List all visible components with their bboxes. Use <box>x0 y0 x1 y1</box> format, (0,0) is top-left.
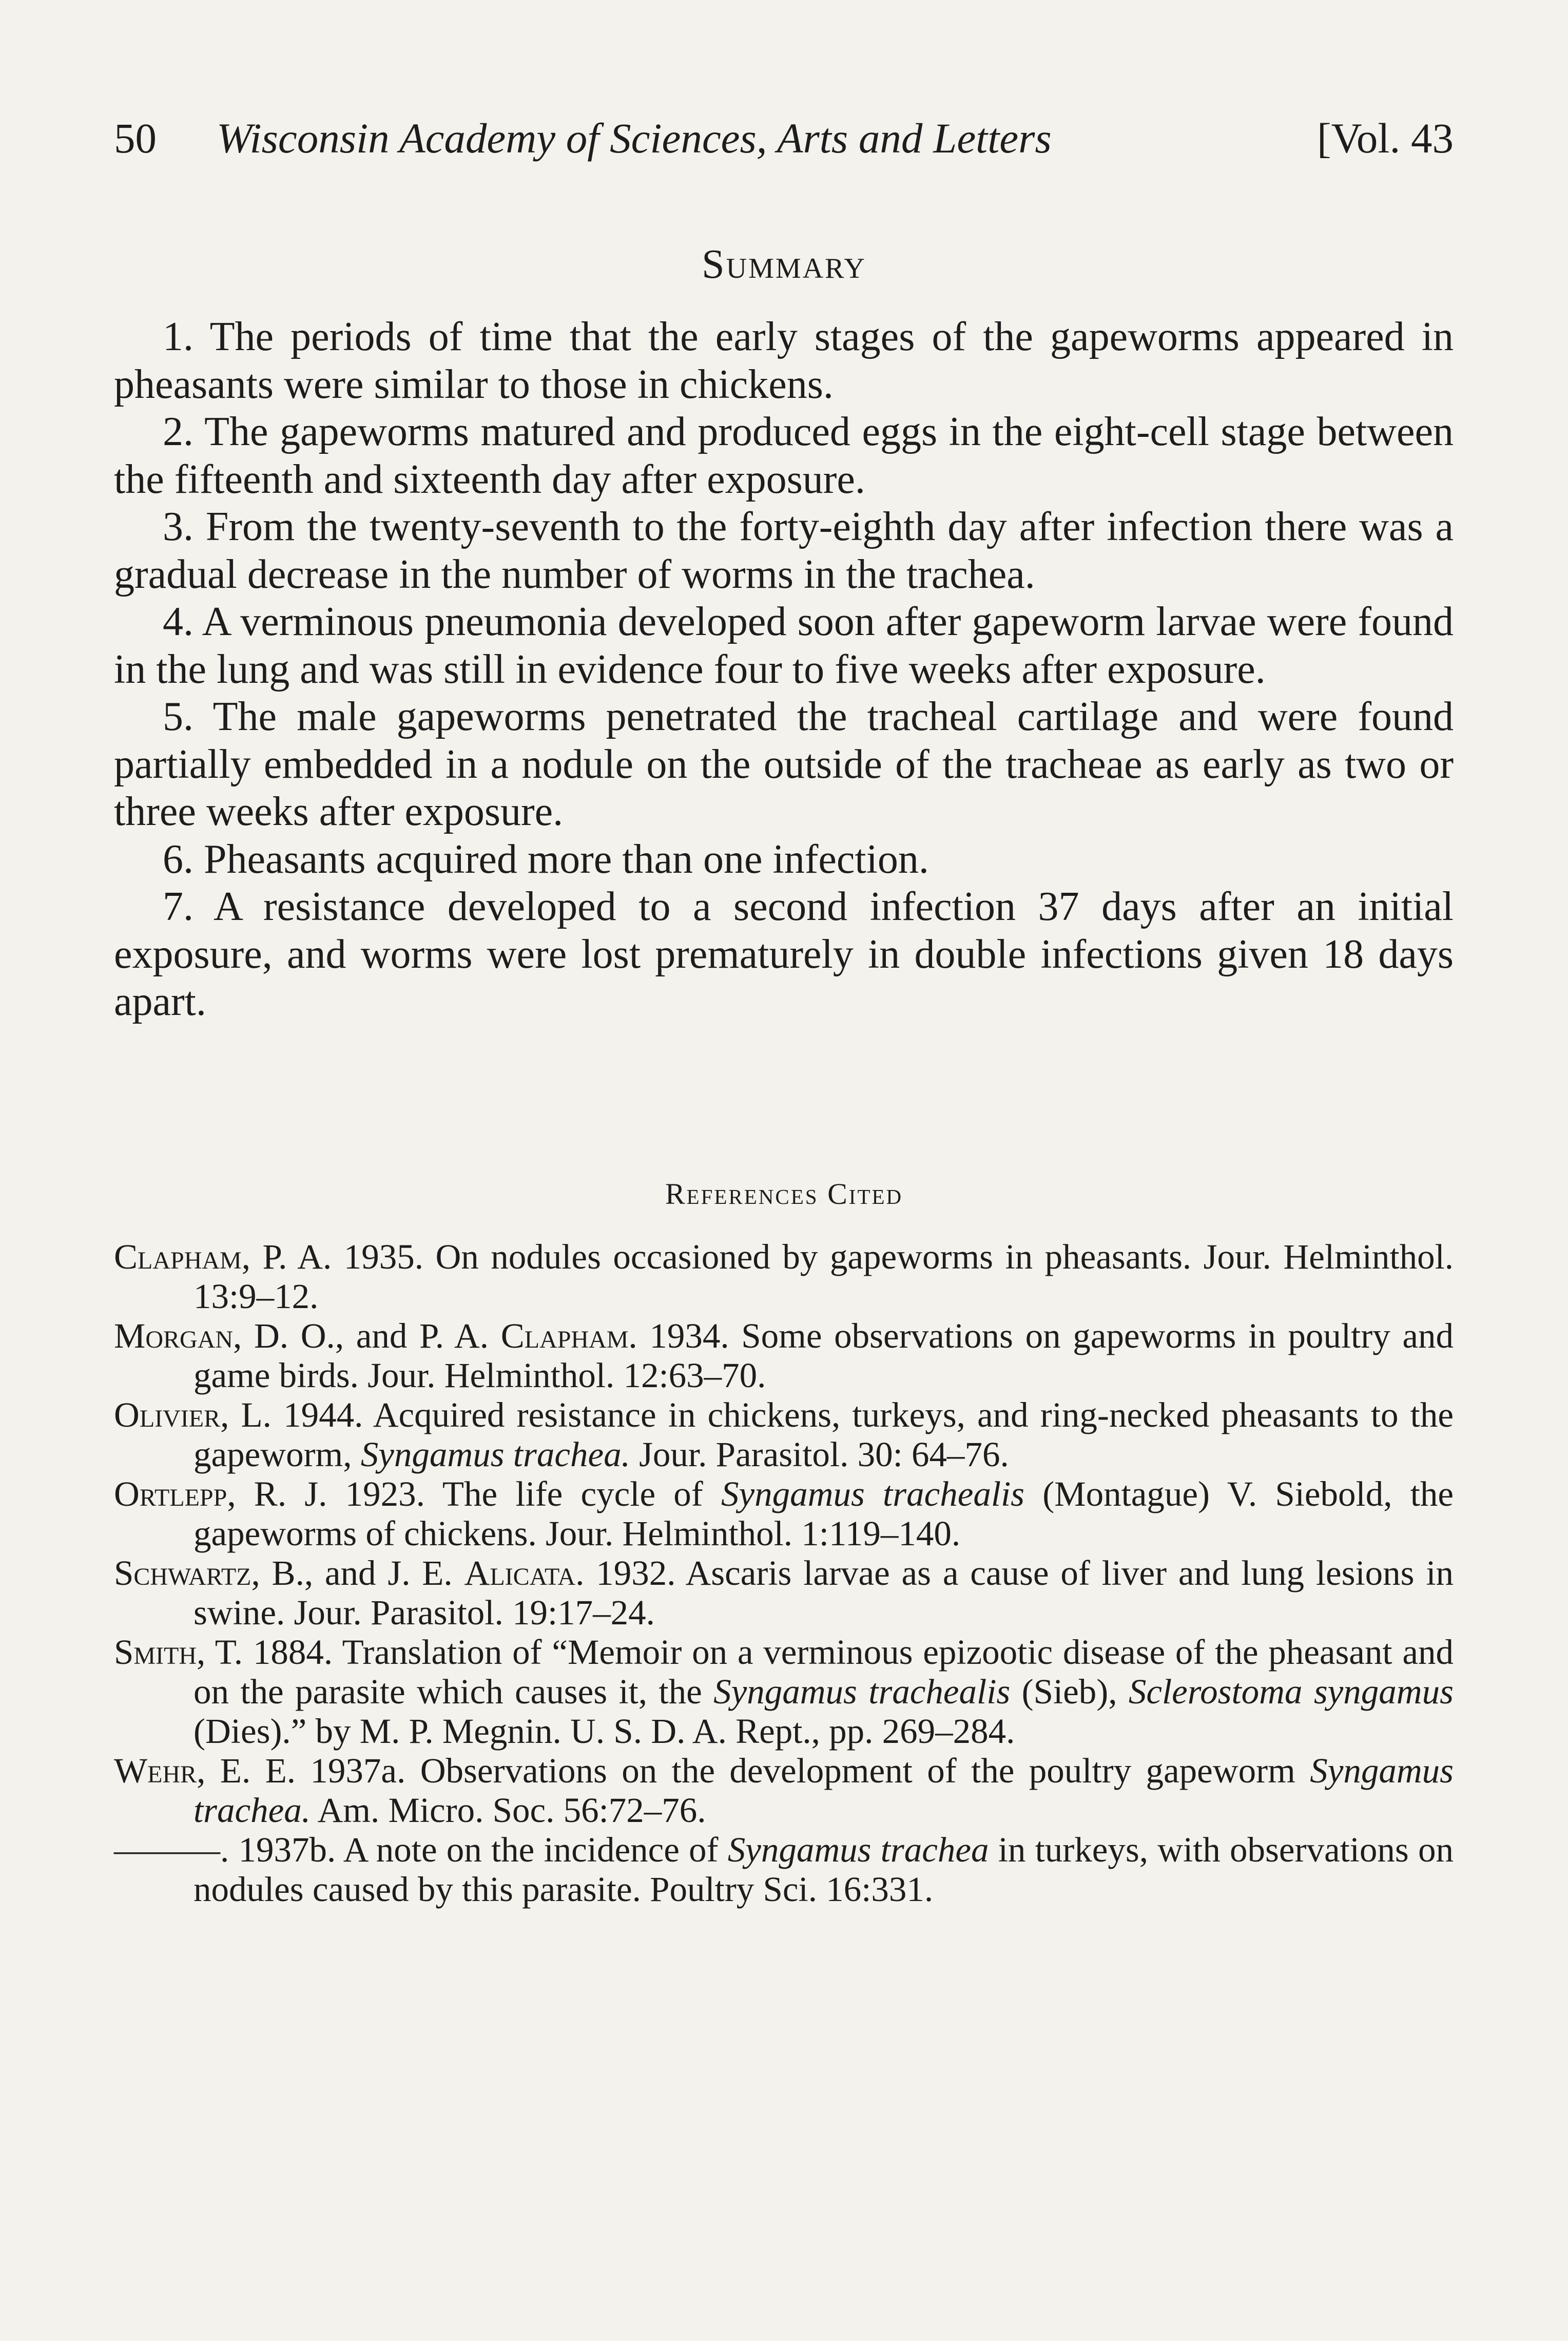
reference-text: 1934. Some observations on gapeworms in poultry and game birds. Jour. Helminthol. 12:63–70. <box>193 1316 1454 1395</box>
reference-text: (Sieb), <box>1010 1672 1129 1711</box>
reference-author: Clapham, P. A. <box>114 1237 332 1276</box>
reference-author: Schwartz, B. <box>114 1553 304 1592</box>
reference-text: . 1937b. A note on the incidence of <box>220 1830 728 1869</box>
reference-text: 1932. Ascaris larvae as a cause of liver and lung lesions in swine. Jour. Parasitol. 19:17–24. <box>193 1553 1454 1632</box>
page-number: 50 <box>114 114 157 162</box>
reference-species: Syngamus trachealis <box>713 1672 1011 1711</box>
summary-item: 2. The gapeworms matured and produced eggs in the eight-cell stage between the fifteenth and sixteenth day after exposure. <box>114 409 1454 502</box>
reference-entry <box>114 1395 1454 1474</box>
reference-coauthor: Alicata. <box>464 1553 585 1592</box>
summary-item: 3. From the twenty-seventh to the forty-eighth day after infection there was a gradual decrease in the number of worms in the trachea. <box>114 504 1454 597</box>
journal-title: Wisconsin Academy of Sciences, Arts and Letters <box>217 114 1052 162</box>
reference-entry <box>114 1474 1454 1553</box>
reference-species: Syngamus trachealis <box>721 1474 1025 1513</box>
reference-entry <box>114 1237 1454 1316</box>
references-heading: References Cited <box>665 1177 903 1211</box>
reference-species: Sclerostoma syngamus <box>1128 1672 1454 1711</box>
volume-label: [Vol. 43 <box>1317 114 1454 162</box>
reference-text: , and J. E. <box>304 1553 464 1592</box>
summary-item: 4. A verminous pneumonia developed soon after gapeworm larvae were found in the lung and was still in evidence four to five weeks after exposure. <box>114 599 1454 692</box>
references-list <box>114 1237 1454 1909</box>
reference-coauthor: Clapham. <box>500 1316 637 1355</box>
summary-item: 1. The periods of time that the early stages of the gapeworms appeared in pheasants were similar to those in chickens. <box>114 314 1454 407</box>
reference-text: 1884. Translation of “Memoir on a verminous epizootic disease of the pheasant and on the parasite which causes it, the <box>193 1633 1454 1711</box>
reference-text: Am. Micro. Soc. 56:72–76. <box>311 1791 706 1830</box>
reference-species: Syngamus trachea <box>727 1830 989 1869</box>
reference-ditto-dash: ——— <box>114 1830 220 1869</box>
running-head <box>114 110 1454 166</box>
reference-entry <box>114 1830 1454 1909</box>
reference-text: 1935. On nodules occasioned by gapeworms in pheasants. Jour. Helminthol. 13:9–12. <box>193 1237 1454 1316</box>
reference-author: Olivier, L. <box>114 1395 272 1434</box>
reference-text: 1923. The life cycle of <box>327 1474 722 1513</box>
reference-entry <box>114 1751 1454 1830</box>
reference-text: , and P. A. <box>335 1316 501 1355</box>
summary-item: 7. A resistance developed to a second infection 37 days after an initial exposure, and worms were lost prematurely in double infections given 18 days apart. <box>114 884 1454 1024</box>
reference-text: (Montague) V. Siebold, the gapeworms of chickens. Jour. Helminthol. 1:119–140. <box>193 1474 1454 1553</box>
summary-item: 6. Pheasants acquired more than one infection. <box>163 836 929 882</box>
reference-author: Wehr, E. E. <box>114 1751 296 1790</box>
summary-item: 5. The male gapeworms penetrated the tracheal cartilage and were found partially embedded in a nodule on the outside of the tracheae as early as two or three weeks after exposure. <box>114 694 1454 834</box>
reference-text: 1944. Acquired resistance in chickens, turkeys, and ring-necked pheasants to the gapeworm, <box>193 1395 1454 1474</box>
reference-entry <box>114 1553 1454 1633</box>
reference-species: Syngamus trachea. <box>193 1751 1454 1830</box>
reference-text: (Dies).” by M. P. Megnin. U. S. D. A. Rept., pp. 269–284. <box>193 1712 1015 1751</box>
reference-text: Jour. Parasitol. 30: 64–76. <box>630 1435 1009 1474</box>
reference-author: Ortlepp, R. J. <box>114 1474 327 1513</box>
reference-author: Morgan, D. O. <box>114 1316 335 1355</box>
reference-species: Syngamus trachea. <box>360 1435 630 1474</box>
reference-text: in turkeys, with observations on nodules caused by this parasite. Poultry Sci. 16:331. <box>193 1830 1454 1909</box>
reference-text: 1937a. Observations on the development of the poultry gapeworm <box>296 1751 1310 1790</box>
summary-list <box>114 313 1454 1026</box>
reference-entry <box>114 1316 1454 1395</box>
summary-heading: Summary <box>702 242 866 287</box>
reference-entry <box>114 1633 1454 1751</box>
reference-author: Smith, T. <box>114 1633 243 1672</box>
